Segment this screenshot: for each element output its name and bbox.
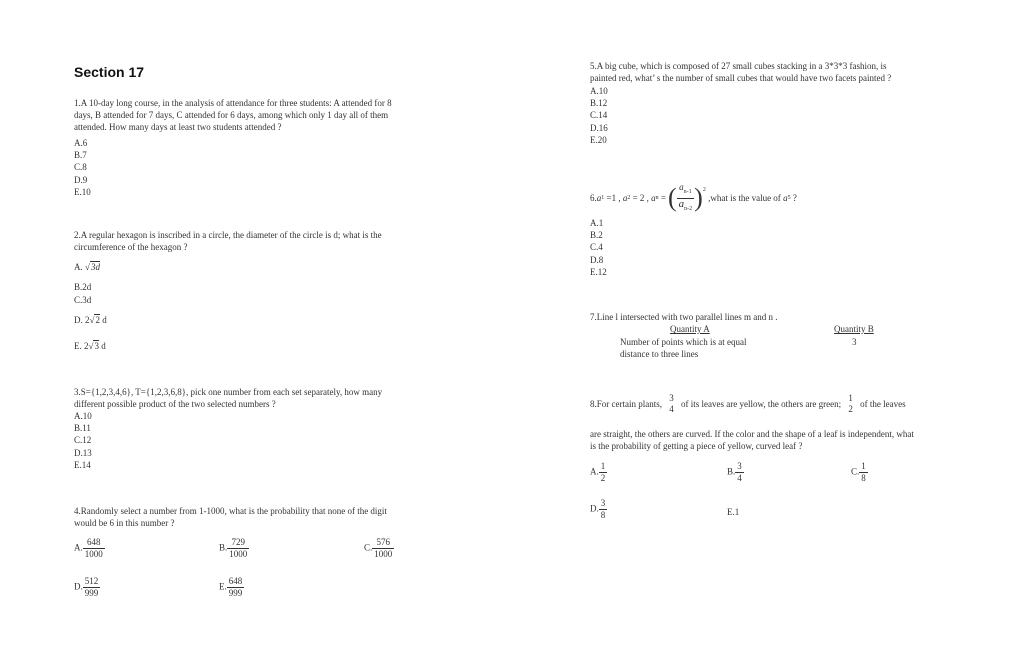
option-c[interactable]: C.12 bbox=[74, 435, 92, 446]
denominator: 1000 bbox=[229, 549, 248, 559]
option-e[interactable]: E.12 bbox=[590, 266, 607, 277]
question-8-text: of the leaves bbox=[857, 398, 906, 409]
option-a-label: A. bbox=[74, 262, 85, 272]
question-8-continued bbox=[590, 428, 970, 452]
question-1-options bbox=[74, 137, 91, 198]
option-c[interactable]: C.3d bbox=[74, 295, 92, 305]
denominator-subscript: n-2 bbox=[684, 205, 693, 212]
denominator: 999 bbox=[84, 588, 99, 598]
denominator bbox=[677, 198, 695, 215]
option-d[interactable]: D.16 bbox=[590, 122, 608, 133]
fraction bbox=[599, 498, 608, 521]
an-subscript: n bbox=[655, 194, 659, 201]
question-2-line: 2.A regular hexagon is inscribed in a circle, the diameter of the circle is d; what is the bbox=[74, 230, 382, 240]
option-d[interactable] bbox=[74, 576, 100, 599]
radical-sign: √ bbox=[89, 315, 95, 325]
right-paren: ) bbox=[694, 183, 703, 212]
option-a[interactable]: A.10 bbox=[74, 411, 92, 421]
option-e[interactable]: E.20 bbox=[590, 134, 607, 145]
denominator: 2 bbox=[600, 473, 606, 483]
option-c[interactable] bbox=[364, 537, 394, 560]
question-4-line: would be 6 in this number ? bbox=[74, 518, 175, 529]
option-b[interactable]: B.2 bbox=[590, 230, 603, 241]
option-b[interactable]: B.7 bbox=[74, 150, 87, 161]
question-6-options bbox=[590, 217, 607, 278]
option-a[interactable] bbox=[590, 461, 607, 484]
fraction bbox=[846, 393, 855, 415]
radical-sign: √ bbox=[88, 341, 94, 351]
denominator: 999 bbox=[228, 588, 243, 598]
question-2 bbox=[74, 229, 444, 253]
numerator bbox=[677, 182, 694, 198]
option-c[interactable]: C.4 bbox=[590, 242, 603, 253]
quantity-a bbox=[620, 336, 746, 360]
numerator: 648 bbox=[228, 576, 243, 586]
left-paren: ( bbox=[667, 183, 677, 212]
option-letter: B. bbox=[219, 542, 228, 553]
a1-subscript: 1 bbox=[601, 194, 605, 201]
option-letter: D. bbox=[590, 503, 599, 514]
a2-symbol: a bbox=[622, 192, 628, 203]
option-b[interactable] bbox=[219, 537, 249, 560]
question-8 bbox=[590, 393, 906, 415]
fraction bbox=[83, 576, 101, 599]
a5-symbol: a bbox=[783, 192, 788, 203]
option-d[interactable] bbox=[590, 498, 607, 521]
denominator: 8 bbox=[861, 473, 866, 483]
numerator: 576 bbox=[376, 537, 391, 547]
quantity-b-header: Quantity B bbox=[834, 324, 874, 334]
option-d-label: D. 2 bbox=[74, 315, 90, 325]
question-6-number: 6. bbox=[590, 192, 597, 203]
recursive-fraction bbox=[677, 182, 695, 215]
question-5 bbox=[590, 60, 960, 84]
option-letter: C. bbox=[364, 542, 373, 553]
question-8-line: is the probability of getting a piece of yellow, curved leaf ? bbox=[590, 441, 803, 452]
option-a[interactable]: A.10 bbox=[590, 86, 608, 96]
question-1-line: 1.A 10-day long course, in the analysis of attendance for three students: A attended for 8 bbox=[74, 98, 392, 108]
fraction bbox=[735, 461, 744, 484]
option-e[interactable]: E.1 bbox=[727, 507, 740, 517]
quantity-a-header: Quantity A bbox=[670, 324, 710, 334]
a2-subscript: 2 bbox=[627, 194, 631, 201]
option-b[interactable] bbox=[727, 461, 744, 484]
numerator: 3 bbox=[737, 461, 742, 471]
radicand: 2 bbox=[95, 315, 100, 325]
question-3-line: different possible product of the two selected numbers ? bbox=[74, 399, 276, 410]
question-4 bbox=[74, 505, 444, 529]
question-4-line: 4.Randomly select a number from 1-1000, what is the probability that none of the digit bbox=[74, 506, 387, 516]
question-1-line: days, B attended for 7 days, C attended for 6 days, among which only 1 day all of them bbox=[74, 110, 389, 121]
option-d[interactable]: D.13 bbox=[74, 447, 92, 458]
question-7: 7.Line l intersected with two parallel lines m and n . bbox=[590, 312, 778, 322]
quantity-a-line: Number of points which is at equal bbox=[620, 337, 747, 347]
question-8-text: of its leaves are yellow, the others are green; bbox=[678, 398, 844, 409]
a5-subscript: 5 bbox=[787, 194, 791, 201]
question-2-line: circumference of the hexagon ? bbox=[74, 242, 188, 253]
option-e[interactable]: E.14 bbox=[74, 459, 91, 470]
denominator: 1000 bbox=[84, 549, 103, 559]
denominator-symbol: a bbox=[678, 197, 685, 210]
option-letter: B. bbox=[727, 466, 736, 477]
numerator: 512 bbox=[84, 576, 99, 586]
question-1-line: attended. How many days at least two students attended ? bbox=[74, 122, 282, 133]
numerator-subscript: n-1 bbox=[683, 188, 692, 195]
denominator: 4 bbox=[737, 473, 742, 483]
a2-value: = 2 , bbox=[630, 192, 652, 203]
an-equals: = bbox=[658, 192, 666, 203]
option-letter: E. bbox=[219, 581, 227, 592]
fraction bbox=[372, 537, 394, 560]
question-5-line: painted red, what’ s the number of small cubes that would have two facets painted ? bbox=[590, 73, 892, 84]
option-a[interactable] bbox=[74, 261, 100, 273]
an-symbol: a bbox=[651, 192, 656, 203]
numerator: 3 bbox=[600, 498, 606, 508]
option-b[interactable]: B.11 bbox=[74, 423, 91, 434]
option-a[interactable]: A.1 bbox=[590, 218, 604, 228]
fraction bbox=[83, 537, 105, 560]
numerator: 1 bbox=[848, 393, 853, 403]
option-c[interactable]: C.14 bbox=[590, 110, 608, 121]
question-mark: ? bbox=[790, 192, 797, 203]
question-5-options bbox=[590, 85, 608, 146]
numerator: 648 bbox=[87, 537, 101, 547]
denominator: 2 bbox=[848, 404, 853, 414]
option-letter: A. bbox=[74, 542, 83, 553]
option-a[interactable] bbox=[74, 537, 105, 560]
option-letter: C. bbox=[851, 466, 860, 477]
denominator: 1000 bbox=[374, 549, 393, 559]
fraction bbox=[227, 537, 249, 560]
option-e[interactable] bbox=[219, 576, 244, 599]
fraction bbox=[227, 576, 245, 599]
radical-sign: √ bbox=[85, 262, 90, 272]
question-1 bbox=[74, 97, 444, 134]
option-e[interactable] bbox=[74, 340, 106, 352]
option-e[interactable]: E.10 bbox=[74, 186, 91, 197]
radicand: 3d bbox=[90, 262, 100, 272]
option-e-suffix: d bbox=[98, 341, 106, 351]
question-3-options bbox=[74, 410, 92, 471]
option-d-suffix: d bbox=[99, 315, 107, 325]
denominator: 8 bbox=[600, 510, 606, 520]
a1-symbol: a bbox=[596, 192, 602, 203]
option-letter: A. bbox=[590, 466, 599, 477]
numerator-symbol: a bbox=[679, 181, 684, 192]
fraction bbox=[667, 393, 676, 415]
denominator: 4 bbox=[669, 404, 674, 414]
option-b[interactable]: B.12 bbox=[590, 98, 608, 109]
numerator: 729 bbox=[231, 537, 246, 547]
option-a[interactable]: A.6 bbox=[74, 138, 88, 148]
numerator: 3 bbox=[669, 393, 674, 403]
question-8-text: 8.For certain plants, bbox=[590, 398, 665, 409]
numerator: 1 bbox=[861, 461, 866, 471]
option-letter: D. bbox=[74, 581, 83, 592]
question-6 bbox=[590, 180, 797, 216]
a1-value: =1 , bbox=[604, 192, 623, 203]
radicand: 3 bbox=[94, 341, 99, 351]
question-3-line: 3.S={1,2,3,4,6}, T={1,2,3,6,8}, pick one number from each set separately, how many bbox=[74, 387, 383, 397]
question-6-text: ,what is the value of bbox=[705, 192, 781, 203]
exponent: 2 bbox=[702, 187, 706, 193]
fraction bbox=[859, 461, 868, 484]
question-5-line: 5.A big cube, which is composed of 27 small cubes stacking in a 3*3*3 fashion, is bbox=[590, 61, 887, 71]
option-d[interactable]: D.9 bbox=[74, 174, 88, 185]
quantity-a-line: distance to three lines bbox=[620, 349, 699, 360]
option-e-label: E. 2 bbox=[74, 341, 89, 351]
quantity-b: 3 bbox=[852, 337, 857, 347]
option-b[interactable]: B.2d bbox=[74, 282, 92, 292]
option-c[interactable] bbox=[851, 461, 868, 484]
option-d[interactable] bbox=[74, 314, 107, 326]
numerator: 1 bbox=[600, 461, 606, 471]
question-8-line: are straight, the others are curved. If the color and the shape of a leaf is independent, what bbox=[590, 429, 914, 439]
option-d[interactable]: D.8 bbox=[590, 254, 604, 265]
fraction bbox=[599, 461, 608, 484]
section-title: Section 17 bbox=[74, 64, 145, 80]
question-3 bbox=[74, 386, 444, 410]
option-c[interactable]: C.8 bbox=[74, 162, 87, 173]
